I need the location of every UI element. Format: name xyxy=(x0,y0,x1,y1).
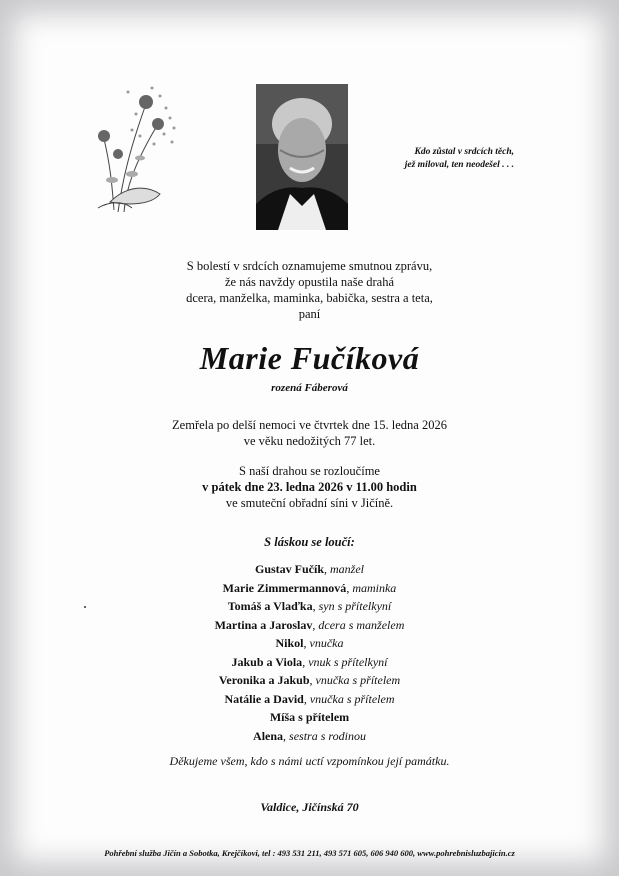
mourner-name: Jakub a Viola xyxy=(231,654,303,669)
funeral-info xyxy=(0,463,619,511)
mourner-separator: , xyxy=(302,654,309,669)
intro-text xyxy=(0,258,619,322)
mourner-row xyxy=(0,671,619,690)
mourner-relation: vnučka xyxy=(309,636,344,650)
intro-line-2: že nás navždy opustila naše drahá xyxy=(224,275,395,289)
quote xyxy=(374,146,514,172)
mourner-row xyxy=(0,579,619,598)
mourner-row xyxy=(0,727,619,746)
mourner-name: Marie Zimmermannová xyxy=(222,580,347,595)
death-info-line-2: ve věku nedožitých 77 let. xyxy=(243,434,376,448)
mourner-separator: , xyxy=(303,691,310,706)
mourner-name: Míša s přítelem xyxy=(269,710,350,724)
mourner-row xyxy=(0,690,619,709)
mourner-name: Tomáš a Vlaďka xyxy=(227,599,313,613)
mourner-name: Alena xyxy=(253,728,284,743)
intro-line-1: S bolestí v srdcích oznamujeme smutnou zprávu, xyxy=(186,259,433,273)
mourner-relation: vnučka s přítelem xyxy=(309,691,395,706)
address: Valdice, Jičínská 70 xyxy=(260,800,359,814)
mourners-heading: S láskou se loučí: xyxy=(264,535,355,549)
mourner-separator: , xyxy=(309,673,316,687)
mourner-row xyxy=(0,616,619,635)
quote-line-1: Kdo zůstal v srdcích těch, xyxy=(414,147,514,157)
mourner-separator: , xyxy=(303,636,310,650)
mourner-relation: dcera s manželem xyxy=(318,617,405,632)
mourner-separator: , xyxy=(312,617,319,632)
thanks-text: Děkujeme všem, kdo s námi uctí vzpomínkou její památku. xyxy=(169,754,450,768)
mourner-row xyxy=(0,634,619,653)
mourner-relation: maminka xyxy=(352,580,397,595)
mourner-relation: manžel xyxy=(330,562,364,576)
deceased-name: Marie Fučíková xyxy=(199,340,420,376)
mourner-name: Martina a Jaroslav xyxy=(214,617,313,632)
intro-line-4: paní xyxy=(298,307,321,321)
death-info xyxy=(0,417,619,449)
death-info-line-1: Zemřela po delší nemoci ve čtvrtek dne 15. ledna 2026 xyxy=(172,418,447,432)
intro-line-3: dcera, manželka, maminka, babička, sestra a teta, xyxy=(186,291,433,305)
flower-bouquet-icon xyxy=(88,84,180,218)
mourners-list xyxy=(0,560,619,745)
mourner-relation: syn s přítelkyní xyxy=(318,599,392,613)
speck xyxy=(84,606,86,608)
mourner-row xyxy=(0,653,619,672)
mourner-separator: , xyxy=(346,580,353,595)
mourner-row xyxy=(0,560,619,579)
quote-line-2: jež miloval, ten neodešel . . . xyxy=(404,160,514,170)
funeral-date-time: v pátek dne 23. ledna 2026 v 11.00 hodin xyxy=(202,480,417,494)
funeral-info-line-1: S naší drahou se rozloučíme xyxy=(239,464,380,478)
portrait-photo xyxy=(256,84,348,230)
mourner-name: Veronika a Jakub xyxy=(218,673,310,687)
funeral-place: ve smuteční obřadní síni v Jičíně. xyxy=(225,496,394,510)
mourner-relation: sestra s rodinou xyxy=(289,728,366,743)
mourner-separator: , xyxy=(283,728,290,743)
mourner-relation: vnučka s přítelem xyxy=(315,673,401,687)
mourner-row xyxy=(0,708,619,727)
mourner-row xyxy=(0,597,619,616)
mourner-name: Natálie a David xyxy=(224,691,304,706)
maiden-name: rozená Fáberová xyxy=(271,382,348,394)
mourner-separator: , xyxy=(312,599,319,613)
mourner-separator: , xyxy=(324,562,330,576)
footer-funeral-service: Pohřební služba Jičín a Sobotka, Krejčíkovi, tel : 493 531 211, 493 571 605, 606 940 600, www.pohrebnisluzbajicin.cz xyxy=(104,848,515,858)
mourner-relation: vnuk s přítelkyní xyxy=(308,654,388,669)
mourner-name: Gustav Fučík xyxy=(254,562,324,576)
mourner-name: Nikol xyxy=(275,636,304,650)
